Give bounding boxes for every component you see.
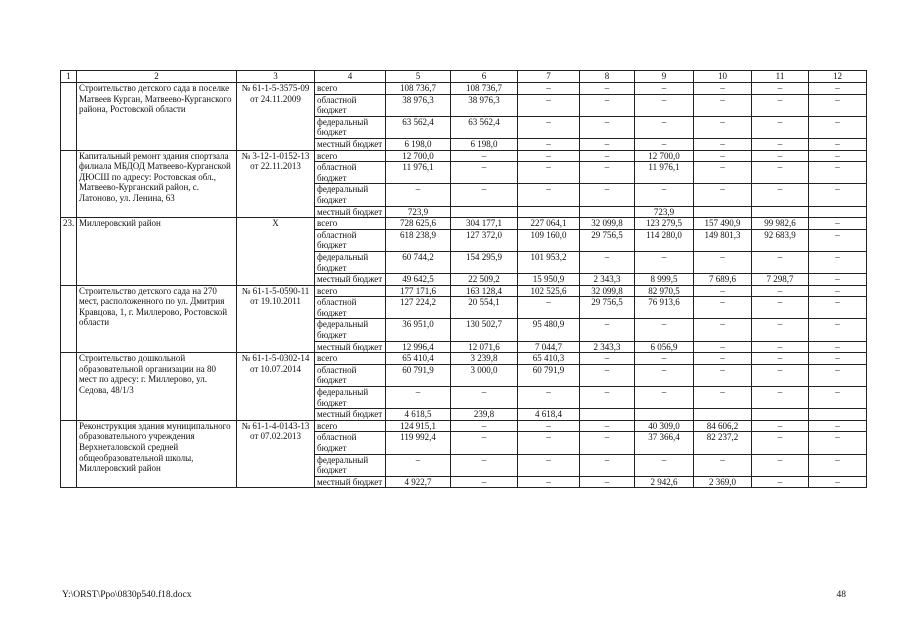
column-number: 11 [752, 71, 809, 83]
amount-cell: 618 238,9 [386, 229, 451, 251]
amount-cell: – [580, 364, 635, 386]
amount-cell: – [580, 454, 635, 476]
amount-cell: – [518, 83, 580, 95]
amount-cell [809, 409, 867, 421]
object-name: Строительство детского сада в поселке Матвеев Курган, Матвеево-Курганского района, Ростовской области [77, 83, 237, 151]
amount-cell: 3 000,0 [451, 364, 518, 386]
funding-source: областной бюджет [315, 162, 386, 184]
amount-cell: 40 309,0 [635, 420, 694, 432]
amount-cell: – [580, 116, 635, 138]
object-name: Строительство дошкольной образовательной организации на 80 мест по адресу: г. Миллерово, ул. Седова, 48/1/3 [77, 353, 237, 421]
amount-cell: – [518, 476, 580, 488]
amount-cell: – [752, 138, 809, 150]
table-row [61, 420, 867, 432]
object-name: Миллеровский район [77, 218, 237, 286]
amount-cell: – [635, 116, 694, 138]
funding-source: областной бюджет [315, 94, 386, 116]
amount-cell: – [635, 184, 694, 206]
amount-cell: 6 056,9 [635, 341, 694, 353]
amount-cell: – [809, 184, 867, 206]
amount-cell: – [694, 251, 752, 273]
amount-cell: – [451, 420, 518, 432]
funding-source: всего [315, 420, 386, 432]
table-row [61, 83, 867, 95]
amount-cell: 114 280,0 [635, 229, 694, 251]
funding-source: местный бюджет [315, 341, 386, 353]
amount-cell: – [752, 364, 809, 386]
amount-cell: – [809, 476, 867, 488]
amount-cell: 7 689,6 [694, 274, 752, 286]
funding-source: федеральный бюджет [315, 454, 386, 476]
amount-cell: – [694, 387, 752, 409]
amount-cell: 63 562,4 [451, 116, 518, 138]
amount-cell: – [518, 162, 580, 184]
object-name: Реконструкция здания муниципального образовательного учреждения Верхнеталовской средней общеобразовательной школы, Миллеровский район [77, 420, 237, 488]
amount-cell: – [518, 297, 580, 319]
amount-cell: – [809, 162, 867, 184]
amount-cell: – [518, 138, 580, 150]
column-number: 10 [694, 71, 752, 83]
amount-cell: – [518, 432, 580, 454]
funding-source: федеральный бюджет [315, 184, 386, 206]
expertise-document: № 61-1-5-0302-14 от 10.07.2014 [237, 353, 315, 421]
funding-source: местный бюджет [315, 409, 386, 421]
column-number: 12 [809, 71, 867, 83]
amount-cell: 102 525,6 [518, 285, 580, 297]
amount-cell: 12 700,0 [386, 150, 451, 162]
object-name: Строительство детского сада на 270 мест, расположенного по ул. Дмитрия Кравцова, 1, г. Миллерово, Ростовской области [77, 285, 237, 353]
amount-cell: 60 791,9 [518, 364, 580, 386]
row-number [61, 353, 77, 421]
amount-cell: 49 642,5 [386, 274, 451, 286]
column-number: 2 [77, 71, 237, 83]
amount-cell: – [809, 285, 867, 297]
amount-cell: – [752, 83, 809, 95]
amount-cell: – [809, 229, 867, 251]
amount-cell: 7 044,7 [518, 341, 580, 353]
funding-source: областной бюджет [315, 432, 386, 454]
amount-cell: – [752, 184, 809, 206]
amount-cell [809, 206, 867, 218]
amount-cell: 76 913,6 [635, 297, 694, 319]
expertise-document: № 61-1-5-0590-11 от 19.10.2011 [237, 285, 315, 353]
expertise-document: № 3-12-1-0152-13 от 22.11.2013 [237, 150, 315, 218]
amount-cell: 15 950,9 [518, 274, 580, 286]
row-number [61, 150, 77, 218]
expertise-document: № 61-1-5-3575-09 от 24.11.2009 [237, 83, 315, 151]
amount-cell: 177 171,6 [386, 285, 451, 297]
amount-cell: – [809, 319, 867, 341]
amount-cell: – [809, 138, 867, 150]
amount-cell [580, 206, 635, 218]
funding-source: всего [315, 218, 386, 230]
amount-cell: – [809, 353, 867, 365]
amount-cell: – [580, 420, 635, 432]
column-number: 9 [635, 71, 694, 83]
amount-cell: – [580, 476, 635, 488]
column-number: 1 [61, 71, 77, 83]
amount-cell: – [518, 420, 580, 432]
amount-cell: – [752, 432, 809, 454]
amount-cell: 82 970,5 [635, 285, 694, 297]
amount-cell: – [635, 83, 694, 95]
amount-cell: 728 625,6 [386, 218, 451, 230]
amount-cell: – [451, 476, 518, 488]
amount-cell: – [809, 454, 867, 476]
funding-source: всего [315, 353, 386, 365]
funding-source: федеральный бюджет [315, 387, 386, 409]
amount-cell: 227 064,1 [518, 218, 580, 230]
row-number [61, 285, 77, 353]
amount-cell: 123 279,5 [635, 218, 694, 230]
amount-cell: – [694, 116, 752, 138]
funding-source: областной бюджет [315, 297, 386, 319]
amount-cell: – [809, 420, 867, 432]
column-number: 4 [315, 71, 386, 83]
amount-cell: – [580, 184, 635, 206]
amount-cell [752, 206, 809, 218]
table-row [61, 150, 867, 162]
amount-cell: 119 992,4 [386, 432, 451, 454]
amount-cell: 38 976,3 [451, 94, 518, 116]
amount-cell: 2 942,6 [635, 476, 694, 488]
amount-cell: – [752, 251, 809, 273]
footer-file-path: Y:\ORST\Ppo\0830p540.f18.docx [62, 590, 192, 600]
amount-cell: – [580, 319, 635, 341]
amount-cell: – [580, 353, 635, 365]
table-row [61, 218, 867, 230]
amount-cell: – [694, 353, 752, 365]
amount-cell: – [635, 251, 694, 273]
amount-cell: 127 372,0 [451, 229, 518, 251]
amount-cell: 723,9 [635, 206, 694, 218]
amount-cell: – [752, 420, 809, 432]
amount-cell: – [635, 387, 694, 409]
amount-cell: – [694, 364, 752, 386]
table-row [61, 285, 867, 297]
amount-cell: 8 999,5 [635, 274, 694, 286]
amount-cell: – [635, 454, 694, 476]
row-number: 23. [61, 218, 77, 286]
amount-cell: – [580, 432, 635, 454]
amount-cell: 63 562,4 [386, 116, 451, 138]
amount-cell: – [518, 116, 580, 138]
amount-cell: 60 744,2 [386, 251, 451, 273]
amount-cell: – [518, 94, 580, 116]
amount-cell: – [451, 162, 518, 184]
amount-cell: 723,9 [386, 206, 451, 218]
amount-cell: – [694, 138, 752, 150]
amount-cell: 108 736,7 [386, 83, 451, 95]
amount-cell: – [809, 297, 867, 319]
amount-cell: 2 369,0 [694, 476, 752, 488]
amount-cell: – [694, 184, 752, 206]
amount-cell: – [694, 341, 752, 353]
amount-cell: 32 099,8 [580, 285, 635, 297]
funding-source: местный бюджет [315, 274, 386, 286]
amount-cell: – [752, 353, 809, 365]
column-number: 8 [580, 71, 635, 83]
amount-cell: 95 480,9 [518, 319, 580, 341]
amount-cell: – [809, 432, 867, 454]
amount-cell: 29 756,5 [580, 297, 635, 319]
amount-cell: – [635, 364, 694, 386]
amount-cell: – [752, 454, 809, 476]
amount-cell: 3 239,8 [451, 353, 518, 365]
amount-cell: 12 996,4 [386, 341, 451, 353]
funding-source: федеральный бюджет [315, 116, 386, 138]
amount-cell: 130 502,7 [451, 319, 518, 341]
funding-source: местный бюджет [315, 476, 386, 488]
amount-cell: – [580, 94, 635, 116]
amount-cell: 32 099,8 [580, 218, 635, 230]
amount-cell [752, 409, 809, 421]
amount-cell: 84 606,2 [694, 420, 752, 432]
amount-cell: 60 791,9 [386, 364, 451, 386]
amount-cell: 163 128,4 [451, 285, 518, 297]
amount-cell: – [809, 218, 867, 230]
amount-cell: – [752, 387, 809, 409]
amount-cell: – [752, 116, 809, 138]
amount-cell: – [580, 138, 635, 150]
amount-cell: 6 198,0 [451, 138, 518, 150]
footer-page-number: 48 [836, 590, 846, 600]
amount-cell: – [809, 83, 867, 95]
amount-cell: 2 343,3 [580, 341, 635, 353]
amount-cell: – [635, 319, 694, 341]
amount-cell: – [694, 162, 752, 184]
budget-table [60, 70, 867, 488]
amount-cell: – [809, 94, 867, 116]
funding-source: всего [315, 285, 386, 297]
amount-cell: – [386, 387, 451, 409]
amount-cell: 12 700,0 [635, 150, 694, 162]
amount-cell: – [752, 162, 809, 184]
amount-cell: – [518, 184, 580, 206]
amount-cell: 304 177,1 [451, 218, 518, 230]
amount-cell: – [809, 150, 867, 162]
amount-cell: 154 295,9 [451, 251, 518, 273]
amount-cell: – [752, 297, 809, 319]
amount-cell [518, 206, 580, 218]
amount-cell: – [580, 162, 635, 184]
amount-cell: – [752, 285, 809, 297]
amount-cell: 7 298,7 [752, 274, 809, 286]
expertise-document: Х [237, 218, 315, 286]
column-number: 7 [518, 71, 580, 83]
amount-cell: 37 366,4 [635, 432, 694, 454]
row-number [61, 83, 77, 151]
amount-cell: 4 618,4 [518, 409, 580, 421]
amount-cell: 127 224,2 [386, 297, 451, 319]
amount-cell: 82 237,2 [694, 432, 752, 454]
amount-cell: – [518, 387, 580, 409]
amount-cell: – [635, 138, 694, 150]
amount-cell: – [752, 150, 809, 162]
amount-cell: – [694, 285, 752, 297]
amount-cell: – [451, 432, 518, 454]
amount-cell: 99 982,6 [752, 218, 809, 230]
column-number-row [61, 71, 867, 83]
amount-cell: 2 343,3 [580, 274, 635, 286]
amount-cell [580, 409, 635, 421]
amount-cell: – [635, 94, 694, 116]
amount-cell: – [694, 319, 752, 341]
amount-cell: – [752, 319, 809, 341]
amount-cell: – [809, 387, 867, 409]
amount-cell: 11 976,1 [386, 162, 451, 184]
amount-cell: – [694, 94, 752, 116]
amount-cell: – [580, 150, 635, 162]
funding-source: областной бюджет [315, 229, 386, 251]
expertise-document: № 61-1-4-0143-13 от 07.02.2013 [237, 420, 315, 488]
amount-cell: – [518, 150, 580, 162]
document-page [60, 70, 846, 488]
amount-cell: – [694, 83, 752, 95]
amount-cell: 239,8 [451, 409, 518, 421]
amount-cell: 92 683,9 [752, 229, 809, 251]
funding-source: местный бюджет [315, 206, 386, 218]
amount-cell: – [694, 454, 752, 476]
amount-cell: 38 976,3 [386, 94, 451, 116]
funding-source: федеральный бюджет [315, 251, 386, 273]
table-row [61, 353, 867, 365]
funding-source: федеральный бюджет [315, 319, 386, 341]
column-number: 5 [386, 71, 451, 83]
amount-cell [694, 206, 752, 218]
amount-cell: 65 410,3 [518, 353, 580, 365]
amount-cell: 149 801,3 [694, 229, 752, 251]
amount-cell: 22 509,2 [451, 274, 518, 286]
amount-cell: 109 160,0 [518, 229, 580, 251]
amount-cell: – [809, 274, 867, 286]
amount-cell: 4 922,7 [386, 476, 451, 488]
amount-cell: 36 951,0 [386, 319, 451, 341]
amount-cell: 157 490,9 [694, 218, 752, 230]
amount-cell [451, 206, 518, 218]
amount-cell: – [752, 94, 809, 116]
amount-cell: – [580, 387, 635, 409]
amount-cell: – [809, 341, 867, 353]
amount-cell: – [451, 184, 518, 206]
amount-cell: – [451, 387, 518, 409]
amount-cell: 11 976,1 [635, 162, 694, 184]
amount-cell [635, 409, 694, 421]
amount-cell: 6 198,0 [386, 138, 451, 150]
amount-cell: – [809, 116, 867, 138]
funding-source: областной бюджет [315, 364, 386, 386]
amount-cell: – [518, 454, 580, 476]
amount-cell: – [580, 83, 635, 95]
amount-cell: – [451, 150, 518, 162]
funding-source: местный бюджет [315, 138, 386, 150]
amount-cell: 65 410,4 [386, 353, 451, 365]
amount-cell: – [809, 364, 867, 386]
amount-cell: 29 756,5 [580, 229, 635, 251]
amount-cell: – [386, 184, 451, 206]
amount-cell [694, 409, 752, 421]
amount-cell: – [451, 454, 518, 476]
amount-cell: 108 736,7 [451, 83, 518, 95]
amount-cell: 101 953,2 [518, 251, 580, 273]
amount-cell: – [635, 353, 694, 365]
funding-source: всего [315, 83, 386, 95]
amount-cell: – [752, 476, 809, 488]
column-number: 3 [237, 71, 315, 83]
funding-source: всего [315, 150, 386, 162]
amount-cell: – [694, 150, 752, 162]
column-number: 6 [451, 71, 518, 83]
row-number [61, 420, 77, 488]
amount-cell: – [694, 297, 752, 319]
amount-cell: 12 071,6 [451, 341, 518, 353]
amount-cell: – [580, 251, 635, 273]
amount-cell: 20 554,1 [451, 297, 518, 319]
amount-cell: – [752, 341, 809, 353]
amount-cell: – [386, 454, 451, 476]
amount-cell: 124 915,1 [386, 420, 451, 432]
amount-cell: – [809, 251, 867, 273]
amount-cell: 4 618,5 [386, 409, 451, 421]
object-name: Капитальный ремонт здания спортзала филиала МБДОД Матвеево-Курганской ДЮСШ по адресу: Ростовская обл., Матвеево-Курганский район, с. Латоново, ул. Ленина, 63 [77, 150, 237, 218]
